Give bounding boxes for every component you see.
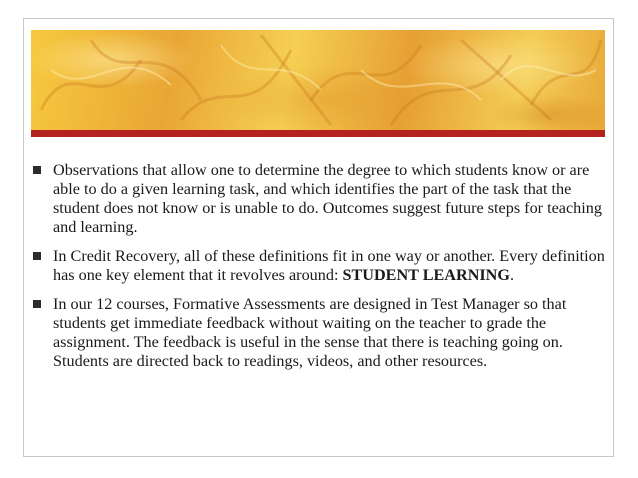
bullet-item: [31, 295, 611, 371]
bullet-item: [31, 247, 611, 285]
bullet-square-icon: [33, 166, 41, 174]
bullet-item: [31, 161, 611, 237]
bullet-text-main: In Credit Recovery, all of these definitions fit in one way or another. Every definition has one key element that it revolves around:: [53, 247, 605, 284]
bullet-square-icon: [33, 252, 41, 260]
bullet-text: In our 12 courses, Formative Assessments are designed in Test Manager so that students get immediate feedback without waiting on the teacher to grade the assignment. The feedback is useful in the sense that there is teaching going on. Students are directed back to readings, videos, and other resources.: [53, 295, 567, 370]
banner-texture: [31, 30, 605, 130]
accent-bar: [31, 130, 605, 137]
decorative-banner: [31, 30, 605, 130]
bullet-text: [53, 247, 611, 285]
bullet-text: Observations that allow one to determine the degree to which students know or are able to do a given learning task, and which identifies the part of the task that the student does not know or is unable to do. Outcomes suggest future steps for teaching and learning.: [53, 161, 602, 236]
bullet-square-icon: [33, 300, 41, 308]
bullet-emphasis: STUDENT LEARNING: [342, 266, 510, 284]
bullet-text-suffix: .: [509, 266, 515, 284]
bullet-list: [31, 161, 611, 381]
